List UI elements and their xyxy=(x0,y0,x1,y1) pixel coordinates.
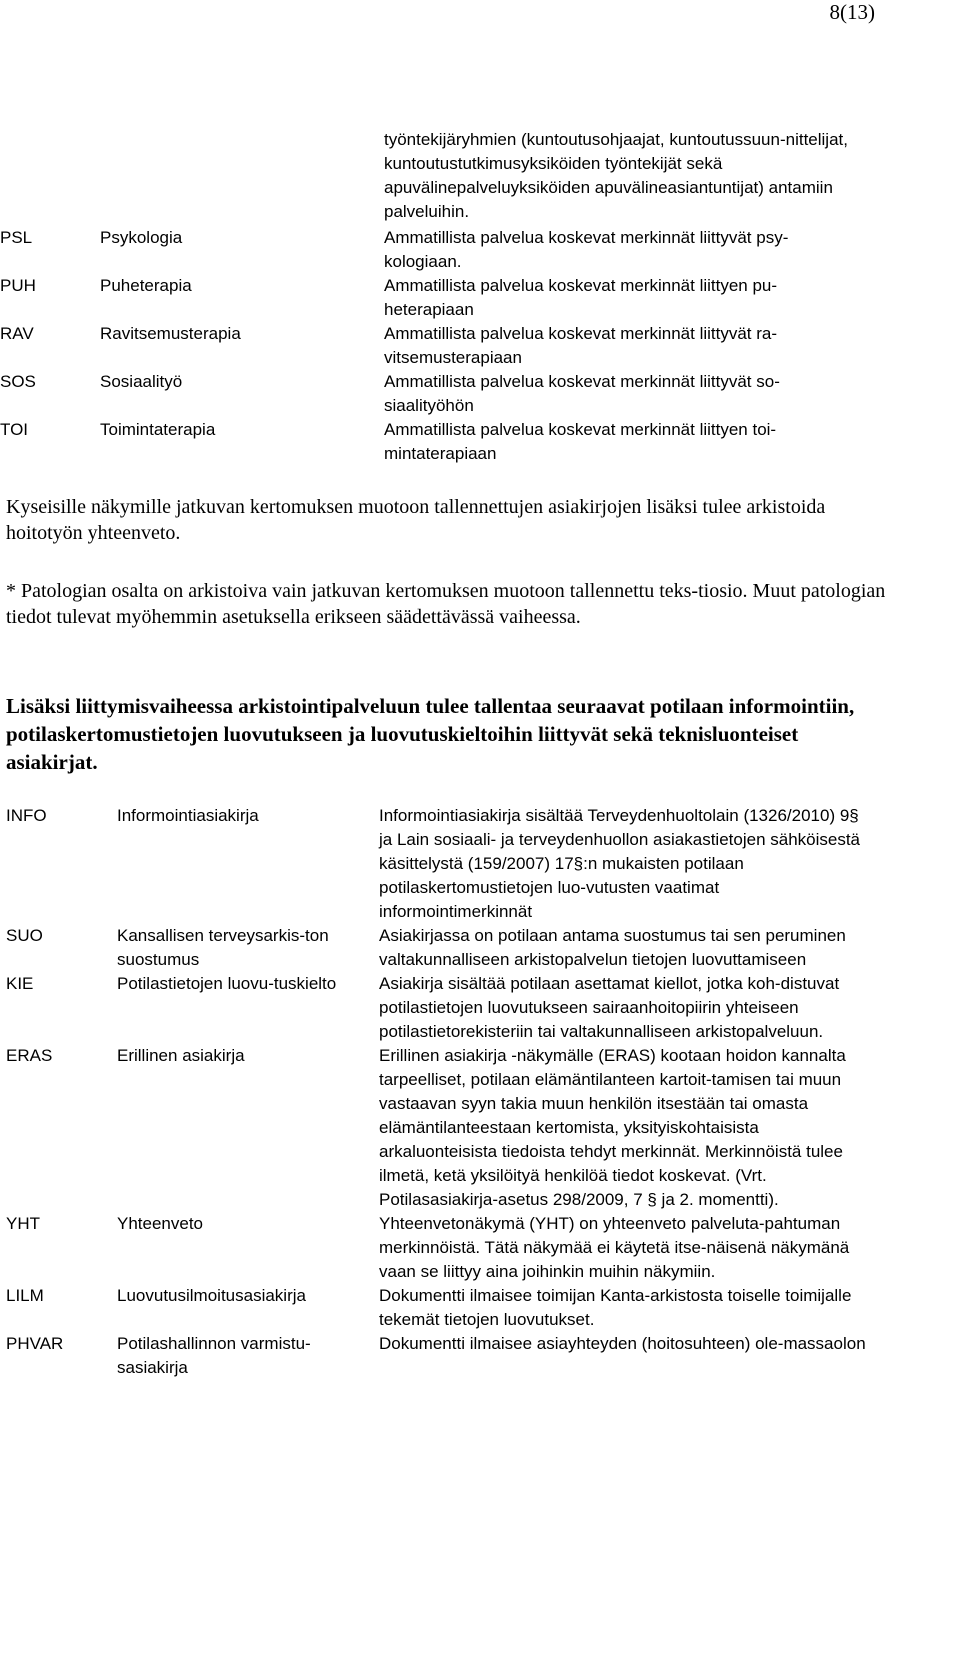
row-name: Sosiaalityö xyxy=(100,372,183,391)
row-description: Ammatillista palvelua koskevat merkinnät liittyvät psy-kologiaan. xyxy=(384,228,789,271)
table-row xyxy=(0,418,880,466)
row-code: ERAS xyxy=(6,1046,53,1065)
table-row xyxy=(0,322,880,370)
page-number: 8(13) xyxy=(829,0,875,24)
row-name: Ravitsemusterapia xyxy=(100,324,241,343)
row-description: Yhteenvetonäkymä (YHT) on yhteenveto palveluta-pahtuman merkinnöistä. Tätä näkymää ei käytetä itse-näisenä näkymänä vaan se liittyy aina joihinkin muihin näkymiin. xyxy=(379,1214,850,1281)
document-table xyxy=(6,804,886,1380)
paragraph-additional-documents: Lisäksi liittymisvaiheessa arkistointipalveluun tulee tallentaa seuraavat potilaan informointiin, potilaskertomustietojen luovutukseen ja luovutuskieltoihin liittyvät sekä teknisluonteiset asiakirjat. xyxy=(6,694,855,774)
paragraph-summary-note: Kyseisille näkymille jatkuvan kertomuksen muotoon tallennettujen asiakirjojen lisäksi tulee arkistoida hoitotyön yhteenveto. xyxy=(6,496,826,544)
row-description: Asiakirja sisältää potilaan asettamat kiellot, jotka koh-distuvat potilastietojen luovutukseen sairaanhoitopiirin yhteiseen potilastietorekisteriin tai valtakunnalliseen arkistopalveluun. xyxy=(379,974,840,1041)
row-name: Luovutusilmoitusasiakirja xyxy=(117,1286,306,1305)
row-name: Potilashallinnon varmistu-sasiakirja xyxy=(117,1334,311,1377)
row-description: Asiakirjassa on potilaan antama suostumus tai sen peruminen valtakunnalliseen arkistopalvelun tietojen luovuttamiseen xyxy=(379,926,846,969)
row-name: Potilastietojen luovu-tuskielto xyxy=(117,974,337,993)
row-description: Erillinen asiakirja -näkymälle (ERAS) kootaan hoidon kannalta tarpeelliset, potilaan elämäntilanteen kartoit-tamisen tai muun vastaavan syyn takia muun henkilön itsestään tai omasta elämäntilanteestaan kertomista, yksityiskohtaisista arkaluonteisista tiedoista tehdyt merkinnät. Merkinnöistä tulee ilmetä, ketä yksilöityä henkilöä tiedot koskevat. (Vrt. Potilasasiakirja-asetus 298/2009, 7 § ja 2. momentti). xyxy=(379,1046,846,1209)
row-code: KIE xyxy=(6,974,34,993)
table-row xyxy=(6,1332,886,1380)
row-name: Toimintaterapia xyxy=(100,420,216,439)
table-row xyxy=(0,226,880,274)
table-row xyxy=(6,804,886,924)
profession-table xyxy=(0,128,880,466)
table-continuation-text: työntekijäryhmien (kuntoutusohjaajat, kuntoutussuun-nittelijat, kuntoutustutkimusyksiköiden työntekijät sekä apuvälinepalveluyksiköiden apuvälineasiantuntijat) antamiin palveluihin. xyxy=(384,130,848,221)
row-code: YHT xyxy=(6,1214,40,1233)
paragraph-pathology-note: * Patologian osalta on arkistoiva vain jatkuvan kertomuksen muotoon tallennettu teks-tiosio. Muut patologian tiedot tulevat myöhemmin asetuksella erikseen säädettävässä vaiheessa. xyxy=(6,580,886,628)
row-name: Erillinen asiakirja xyxy=(117,1046,245,1065)
row-code: PUH xyxy=(0,276,36,295)
row-name: Psykologia xyxy=(100,228,183,247)
row-name: Kansallisen terveysarkis-ton suostumus xyxy=(117,926,329,969)
row-code: PHVAR xyxy=(6,1334,64,1353)
row-description: Informointiasiakirja sisältää Terveydenhuoltolain (1326/2010) 9§ ja Lain sosiaali- ja terveydenhuollon asiakastietojen sähköisestä käsittelystä (159/2007) 17§:n mukaisten potilaan potilaskertomustietojen luo-vutusten vaatimat informointimerkinnät xyxy=(379,806,861,921)
row-description: Ammatillista palvelua koskevat merkinnät liittyen toi-mintaterapiaan xyxy=(384,420,777,463)
table-row xyxy=(6,972,886,1044)
row-code: SUO xyxy=(6,926,43,945)
table-row xyxy=(6,924,886,972)
row-code: INFO xyxy=(6,806,47,825)
table-row xyxy=(6,1212,886,1284)
table-row xyxy=(6,1044,886,1212)
row-code: PSL xyxy=(0,228,33,247)
row-code: LILM xyxy=(6,1286,44,1305)
row-description: Ammatillista palvelua koskevat merkinnät liittyvät ra-vitsemusterapiaan xyxy=(384,324,778,367)
row-name: Puheterapia xyxy=(100,276,192,295)
row-code: TOI xyxy=(0,420,29,439)
row-code: SOS xyxy=(0,372,36,391)
row-name: Yhteenveto xyxy=(117,1214,204,1233)
row-description: Ammatillista palvelua koskevat merkinnät liittyvät so-siaalityöhön xyxy=(384,372,780,415)
row-description: Dokumentti ilmaisee toimijan Kanta-arkistosta toiselle toimijalle tekemät tietojen luovutukset. xyxy=(379,1286,852,1329)
table-row xyxy=(0,274,880,322)
row-code: RAV xyxy=(0,324,34,343)
table-row xyxy=(6,1284,886,1332)
table-row xyxy=(0,370,880,418)
row-name: Informointiasiakirja xyxy=(117,806,259,825)
row-description: Dokumentti ilmaisee asiayhteyden (hoitosuhteen) ole-massaolon xyxy=(379,1334,866,1353)
row-description: Ammatillista palvelua koskevat merkinnät liittyen pu-heterapiaan xyxy=(384,276,778,319)
